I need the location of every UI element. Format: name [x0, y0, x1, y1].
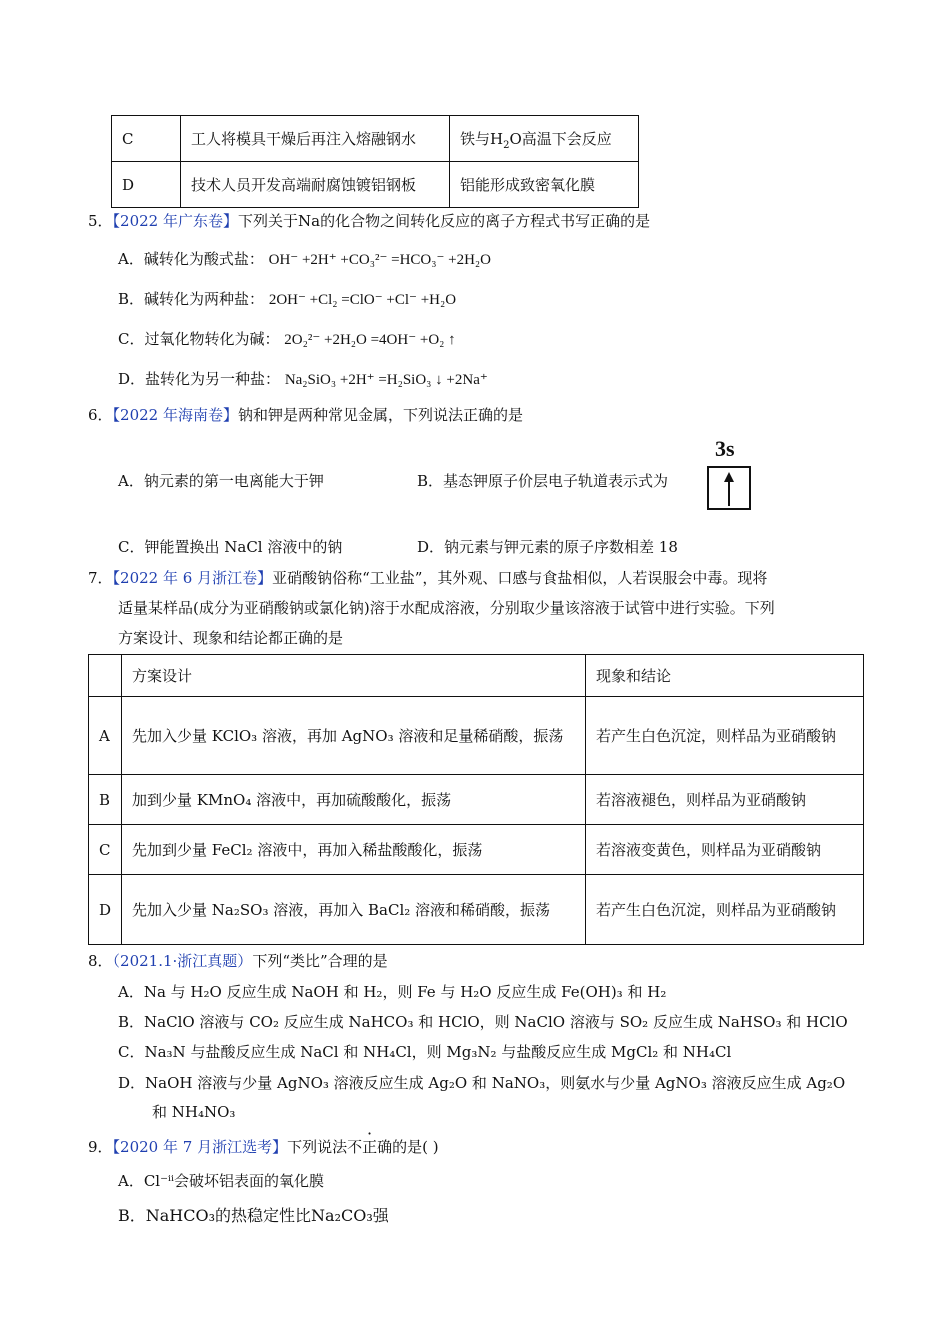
q8-option-c: C．Na₃N 与盐酸反应生成 NaCl 和 NH₄Cl，则 Mg₃N₂ 与盐酸反应生成 MgCl₂ 和 NH₄Cl	[118, 1043, 732, 1061]
q7-stem-line2: 适量某样品(成分为亚硝酸钠或氯化钠)溶于水配成溶液，分别取少量该溶液于试管中进行实验。下列	[118, 599, 775, 617]
q8-option-d-cont: 和 NH₄NO₃	[152, 1103, 236, 1121]
q7-row-c-design: 先加到少量 FeCl₂ 溶液中，再加入稀盐酸酸化，振荡	[122, 825, 586, 875]
top-table-label-d: D	[112, 162, 181, 208]
q7-row-b-design: 加到少量 KMnO₄ 溶液中，再加硫酸酸化，振荡	[122, 775, 586, 825]
q9-option-b: B．NaHCO₃的热稳定性比Na₂CO₃强	[118, 1206, 389, 1225]
q7-row-c-result: 若溶液变黄色，则样品为亚硝酸钠	[586, 825, 864, 875]
q7-row-d-design: 先加入少量 Na₂SO₃ 溶液，再加入 BaCl₂ 溶液和稀硝酸，振荡	[122, 875, 586, 945]
q6-option-b: B．基态钾原子价层电子轨道表示式为	[417, 472, 669, 490]
q6-stem: 6．【2022 年海南卷】钠和钾是两种常见金属，下列说法正确的是	[88, 406, 524, 424]
q7-row-b-result: 若溶液褪色，则样品为亚硝酸钠	[586, 775, 864, 825]
q7-row-a-result: 若产生白色沉淀，则样品为亚硝酸钠	[586, 697, 864, 775]
q5-number: 5．	[88, 212, 113, 230]
q6-option-c: C．钾能置换出 NaCl 溶液中的钠	[118, 538, 343, 556]
q6-option-a: A．钠元素的第一电离能大于钾	[118, 472, 324, 490]
orbital-box	[707, 466, 751, 510]
top-table	[111, 115, 639, 208]
q7-header-design: 方案设计	[122, 655, 586, 697]
orbital-diagram	[705, 436, 755, 514]
q8-stem: 8．（2021.1·浙江真题）下列“类比”合理的是	[88, 952, 388, 970]
q5-option-b: B．碱转化为两种盐： 2OH⁻ +Cl₂ =ClO⁻ +Cl⁻ +H₂O	[118, 290, 457, 308]
q9-emphasis: 不正确	[347, 1138, 393, 1156]
q7-row-a-label: A	[89, 697, 122, 775]
q5-stem: 5．【2022 年广东卷】下列关于Na的化合物之间转化反应的离子方程式书写正确的是	[88, 212, 651, 230]
q5-source: 【2022 年广东卷】	[112, 212, 238, 230]
q7-row-b-label: B	[89, 775, 122, 825]
q8-option-a: A．Na 与 H₂O 反应生成 NaOH 和 H₂，则 Fe 与 H₂O 反应生成 Fe(OH)₃ 和 H₂	[118, 983, 667, 1001]
q5-option-d: D．盐转化为另一种盐： Na₂SiO₃ +2H⁺ =H₂SiO₃ ↓ +2Na⁺	[118, 370, 488, 388]
up-arrow-icon	[709, 468, 749, 508]
q7-table	[88, 654, 864, 945]
q7-row-d-label: D	[89, 875, 122, 945]
top-table-reason-d: 铝能形成致密氧化膜	[450, 162, 639, 208]
q7-row-c-label: C	[89, 825, 122, 875]
orbital-label: 3s	[715, 436, 735, 461]
q8-option-b: B．NaClO 溶液与 CO₂ 反应生成 NaHCO₃ 和 HClO，则 NaClO 溶液与 SO₂ 反应生成 NaHSO₃ 和 HClO	[118, 1013, 848, 1031]
q7-header-blank	[89, 655, 122, 697]
q6-option-d: D．钠元素与钾元素的原子序数相差 18	[417, 538, 678, 556]
top-table-action-c: 工人将模具干燥后再注入熔融钢水	[181, 116, 450, 162]
top-table-reason-c: 铁与$H_2O$高温下会反应	[450, 116, 639, 162]
top-table-label-c: C	[112, 116, 181, 162]
q7-header-result: 现象和结论	[586, 655, 864, 697]
top-table-action-d: 技术人员开发高端耐腐蚀镀铝钢板	[181, 162, 450, 208]
q5-option-a: A．碱转化为酸式盐： OH⁻ +2H⁺ +CO₃²⁻ =HCO₃⁻ +2H₂O	[118, 250, 491, 268]
q8-option-d: D．NaOH 溶液与少量 AgNO₃ 溶液反应生成 Ag₂O 和 NaNO₃，则氨水与少量 AgNO₃ 溶液反应生成 Ag₂O	[118, 1074, 846, 1092]
q9-option-a: A．Cl⁻ⁱⁱ会破坏铝表面的氧化膜	[118, 1172, 325, 1190]
q7-row-d-result: 若产生白色沉淀，则样品为亚硝酸钠	[586, 875, 864, 945]
q7-stem-line1: 7．【2022 年 6 月浙江卷】亚硝酸钠俗称“工业盐”，其外观、口感与食盐相似，人若误服会中毒。现将	[88, 569, 768, 587]
q7-row-a-design: 先加入少量 KClO₃ 溶液，再加 AgNO₃ 溶液和足量稀硝酸，振荡	[122, 697, 586, 775]
q5-option-c: C．过氧化物转化为碱： 2O₂²⁻ +2H₂O =4OH⁻ +O₂ ↑	[118, 330, 456, 348]
q9-stem: 9．【2020 年 7 月浙江选考】下列说法不正确的是( )	[88, 1138, 439, 1156]
q7-stem-line3: 方案设计、现象和结论都正确的是	[118, 629, 344, 647]
